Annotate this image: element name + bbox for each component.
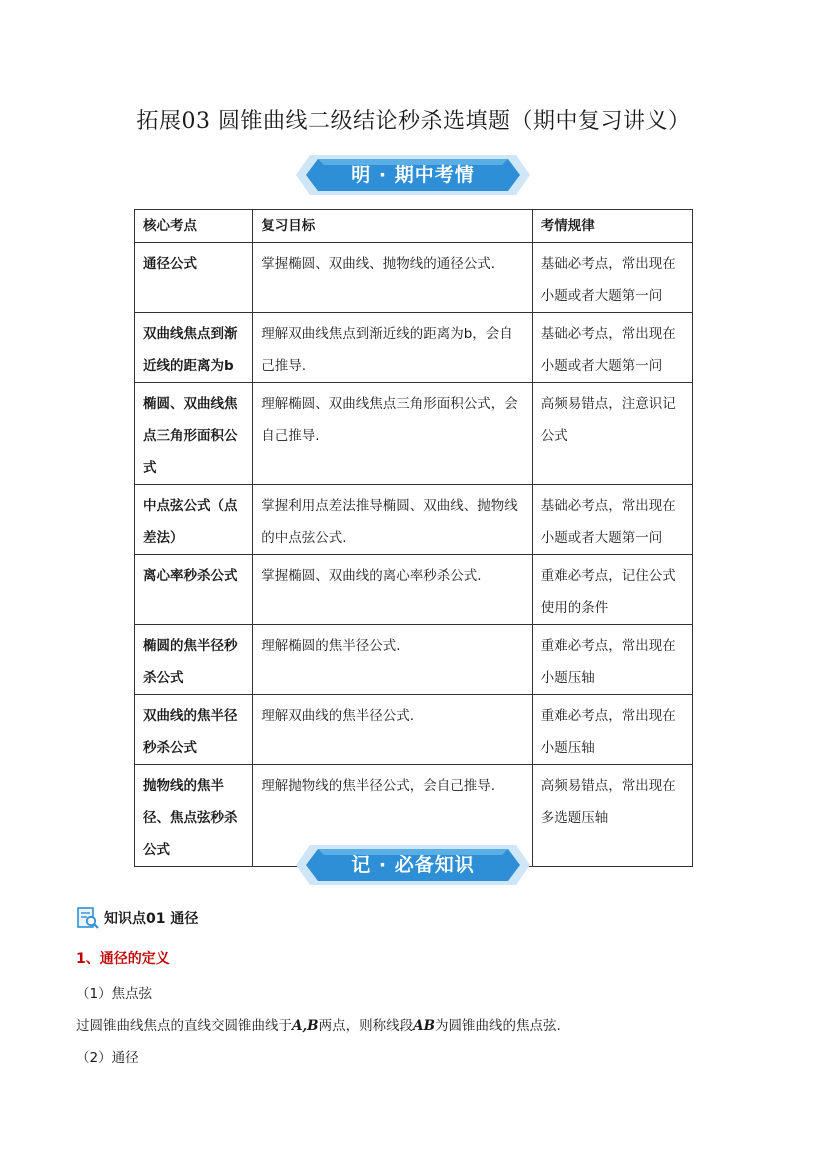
table-header-cell: 核心考点 bbox=[135, 210, 253, 243]
table-row bbox=[135, 485, 693, 555]
math-segment: AB bbox=[413, 1018, 435, 1034]
review-goal-cell: 理解椭圆、双曲线焦点三角形面积公式，会自己推导. bbox=[253, 383, 533, 485]
core-point-cell: 抛物线的焦半径、焦点弦秒杀公式 bbox=[135, 765, 253, 867]
table-row bbox=[135, 555, 693, 625]
subsection-focal-chord: （1）焦点弦 bbox=[76, 986, 153, 1002]
table-row bbox=[135, 383, 693, 485]
review-goal-cell: 掌握椭圆、双曲线、抛物线的通径公式. bbox=[253, 243, 533, 313]
review-goal-cell: 理解双曲线的焦半径公式. bbox=[253, 695, 533, 765]
exam-pattern-cell: 高频易错点，常出现在多选题压轴 bbox=[532, 765, 692, 867]
page-title: 拓展03 圆锥曲线二级结论秒杀选填题（期中复习讲义） bbox=[136, 109, 691, 134]
exam-overview-table bbox=[134, 209, 693, 867]
exam-pattern-cell: 基础必考点，常出现在小题或者大题第一问 bbox=[532, 313, 692, 383]
table-row bbox=[135, 313, 693, 383]
table-header-cell: 复习目标 bbox=[253, 210, 533, 243]
section-heading: 1、通径的定义 bbox=[76, 951, 170, 967]
exam-pattern-cell: 重难必考点，记住公式使用的条件 bbox=[532, 555, 692, 625]
definition-text: 两点，则称线段 bbox=[318, 1018, 414, 1034]
document-search-icon bbox=[76, 906, 100, 930]
table-header-cell: 考情规律 bbox=[532, 210, 692, 243]
core-point-cell: 椭圆的焦半径秒杀公式 bbox=[135, 625, 253, 695]
banner-essential-knowledge bbox=[296, 843, 530, 887]
table-header-row bbox=[135, 210, 693, 243]
review-goal-cell: 掌握椭圆、双曲线的离心率秒杀公式. bbox=[253, 555, 533, 625]
definition-text: 为圆锥曲线的焦点弦. bbox=[434, 1018, 561, 1034]
core-point-cell: 通径公式 bbox=[135, 243, 253, 313]
table-row bbox=[135, 243, 693, 313]
math-points: A,B bbox=[292, 1018, 319, 1034]
focal-chord-definition bbox=[76, 1014, 561, 1034]
review-goal-cell: 掌握利用点差法推导椭圆、双曲线、抛物线的中点弦公式. bbox=[253, 485, 533, 555]
review-goal-cell: 理解抛物线的焦半径公式，会自己推导. bbox=[253, 765, 533, 867]
banner-exam-overview bbox=[296, 153, 530, 197]
exam-pattern-cell: 重难必考点，常出现在小题压轴 bbox=[532, 695, 692, 765]
core-point-cell: 双曲线的焦半径秒杀公式 bbox=[135, 695, 253, 765]
knowledge-point-heading bbox=[76, 906, 198, 930]
definition-text: 过圆锥曲线焦点的直线交圆锥曲线于 bbox=[76, 1018, 292, 1034]
subsection-latus-rectum: （2）通径 bbox=[76, 1050, 139, 1066]
review-goal-cell: 理解双曲线焦点到渐近线的距离为b，会自己推导. bbox=[253, 313, 533, 383]
knowledge-point-title: 知识点01 通径 bbox=[104, 911, 199, 927]
table-row bbox=[135, 625, 693, 695]
core-point-cell: 双曲线焦点到渐近线的距离为b bbox=[135, 313, 253, 383]
exam-pattern-cell: 重难必考点，常出现在小题压轴 bbox=[532, 625, 692, 695]
review-goal-cell: 理解椭圆的焦半径公式. bbox=[253, 625, 533, 695]
table-row bbox=[135, 695, 693, 765]
core-point-cell: 中点弦公式（点差法） bbox=[135, 485, 253, 555]
exam-pattern-cell: 基础必考点，常出现在小题或者大题第一问 bbox=[532, 485, 692, 555]
banner-essential-knowledge-label: 记 · 必备知识 bbox=[351, 854, 475, 876]
banner-exam-overview-label: 明 · 期中考情 bbox=[351, 164, 475, 186]
exam-pattern-cell: 基础必考点，常出现在小题或者大题第一问 bbox=[532, 243, 692, 313]
exam-pattern-cell: 高频易错点，注意识记公式 bbox=[532, 383, 692, 485]
core-point-cell: 椭圆、双曲线焦点三角形面积公式 bbox=[135, 383, 253, 485]
core-point-cell: 离心率秒杀公式 bbox=[135, 555, 253, 625]
